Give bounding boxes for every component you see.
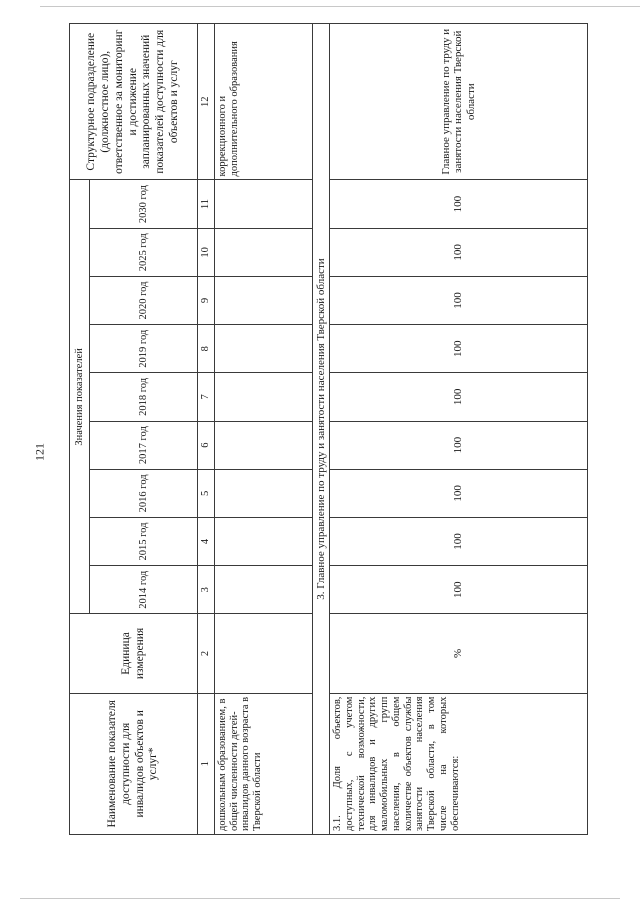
column-number: 9 — [198, 276, 215, 324]
indicator-value-2015: 100 — [330, 517, 588, 565]
indicator-value-2018: 100 — [330, 373, 588, 421]
header-year-2020: 2020 год — [90, 276, 198, 324]
header-year-2016: 2016 год — [90, 469, 198, 517]
header-year-2019: 2019 год — [90, 325, 198, 373]
column-number: 11 — [198, 180, 215, 228]
column-numbers-row — [198, 24, 215, 835]
indicator-name: 3.1. Доля объектов, доступных, с учетом технической возможности, для инвалидов и других маломобильных групп населения, в общем количестве объектов службы занятости населения Тверской области, в том числе на которых обеспечиваются: — [330, 693, 588, 834]
header-year-2030: 2030 год — [90, 180, 198, 228]
indicator-value-2025: 100 — [330, 228, 588, 276]
indicator-row — [330, 24, 588, 835]
header-year-2014: 2014 год — [90, 566, 198, 614]
column-number: 12 — [198, 24, 215, 180]
indicator-responsible: Главное управление по труду и занятости населения Тверской области — [330, 24, 588, 180]
indicator-value-2014: 100 — [330, 566, 588, 614]
continuation-responsible: коррекционного и дополнительного образования — [214, 24, 312, 180]
indicator-value-2019: 100 — [330, 325, 588, 373]
header-values-group: Значения показателей — [70, 180, 90, 614]
section-title: 3. Главное управление по труду и занятости населения Тверской области — [312, 24, 329, 835]
rotated-table-container — [69, 23, 581, 835]
column-number: 4 — [198, 517, 215, 565]
accessibility-indicators-table — [69, 23, 588, 835]
header-year-2017: 2017 год — [90, 421, 198, 469]
column-number: 10 — [198, 228, 215, 276]
column-number: 8 — [198, 325, 215, 373]
header-indicator-name: Наименование показателя доступности для инвалидов объектов и услуг* — [70, 693, 198, 834]
column-number: 2 — [198, 614, 215, 693]
continuation-row — [214, 24, 312, 835]
scan-edge-top — [40, 6, 640, 7]
header-year-2025: 2025 год — [90, 228, 198, 276]
column-number: 6 — [198, 421, 215, 469]
section-row — [312, 24, 329, 835]
column-number: 1 — [198, 693, 215, 834]
continuation-indicator-name: дошкольным образованием, в общей численности детей-инвалидов данного возраста в Тверской области — [214, 693, 312, 834]
header-unit: Единица измерения — [70, 614, 198, 693]
scan-edge-bottom — [20, 898, 620, 899]
header-year-2015: 2015 год — [90, 517, 198, 565]
column-number: 3 — [198, 566, 215, 614]
header-year-2018: 2018 год — [90, 373, 198, 421]
header-responsible: Структурное подразделение (должностное лицо), ответственное за мониторинг и достижение запланированных значений показателей доступности для объектов и услуг — [70, 24, 198, 180]
indicator-unit: % — [330, 614, 588, 693]
column-number: 5 — [198, 469, 215, 517]
indicator-value-2020: 100 — [330, 276, 588, 324]
column-number: 7 — [198, 373, 215, 421]
indicator-value-2017: 100 — [330, 421, 588, 469]
indicator-value-2030: 100 — [330, 180, 588, 228]
page-number: 121 — [32, 443, 47, 461]
indicator-value-2016: 100 — [330, 469, 588, 517]
